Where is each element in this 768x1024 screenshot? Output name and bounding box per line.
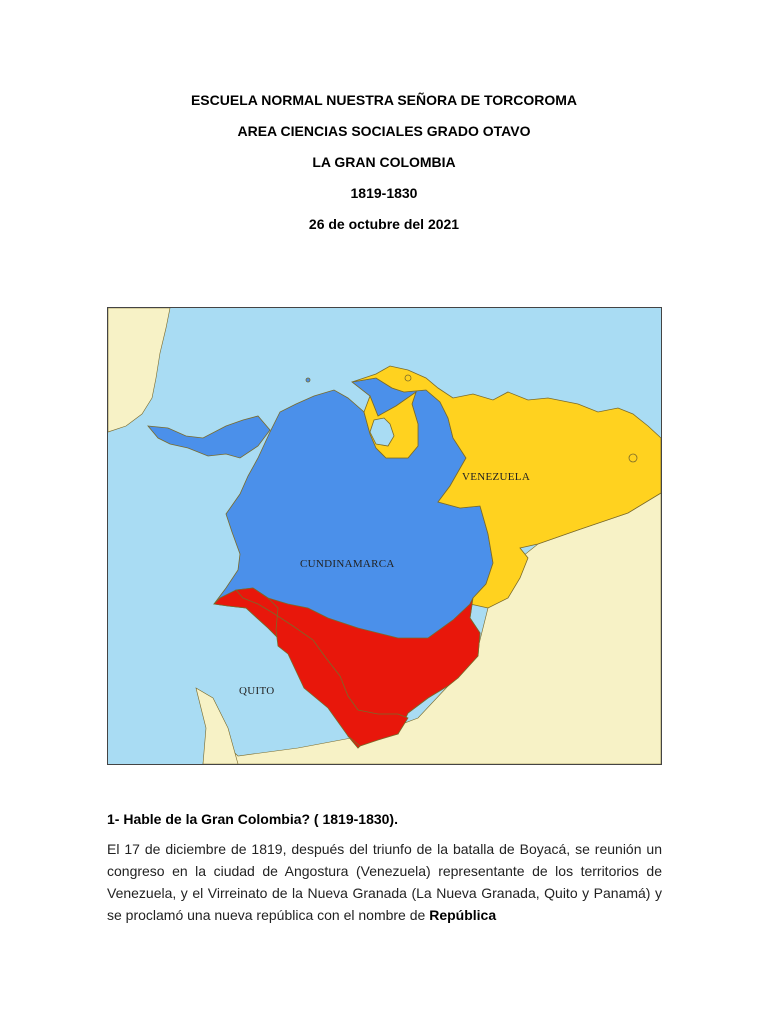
document-header xyxy=(0,92,768,247)
panama-region xyxy=(148,416,270,458)
subject-grade: AREA CIENCIAS SOCIALES GRADO OTAVO xyxy=(237,123,531,139)
label-quito: QUITO xyxy=(239,685,275,697)
paragraph-text: El 17 de diciembre de 1819, después del triunfo de la batalla de Boyacá, se reunión un congreso en la ciudad de Angostura (Venezuela) representante de los territorios de Venezuela, y el Virreinato de la Nueva Granada (La Nueva Granada, Quito y Panamá) y se proclamó una nueva república con el nombre de xyxy=(107,841,662,923)
map-svg xyxy=(108,308,661,764)
island xyxy=(405,375,411,381)
label-cundinamarca: CUNDINAMARCA xyxy=(300,558,395,570)
gran-colombia-map xyxy=(107,307,662,765)
school-name: ESCUELA NORMAL NUESTRA SEÑORA DE TORCOROMA xyxy=(190,92,578,108)
island xyxy=(629,454,637,462)
document-title: LA GRAN COLOMBIA xyxy=(312,154,456,170)
central-america-land xyxy=(108,308,170,432)
south-west-land xyxy=(196,688,238,764)
document-date: 26 de octubre del 2021 xyxy=(308,216,460,232)
body-paragraph xyxy=(107,838,662,926)
island xyxy=(306,378,310,382)
label-venezuela: VENEZUELA xyxy=(462,471,531,483)
paragraph-emphasis: República xyxy=(429,907,497,923)
period-years: 1819-1830 xyxy=(350,185,418,201)
question-heading: 1- Hable de la Gran Colombia? ( 1819-1830). xyxy=(107,811,398,827)
